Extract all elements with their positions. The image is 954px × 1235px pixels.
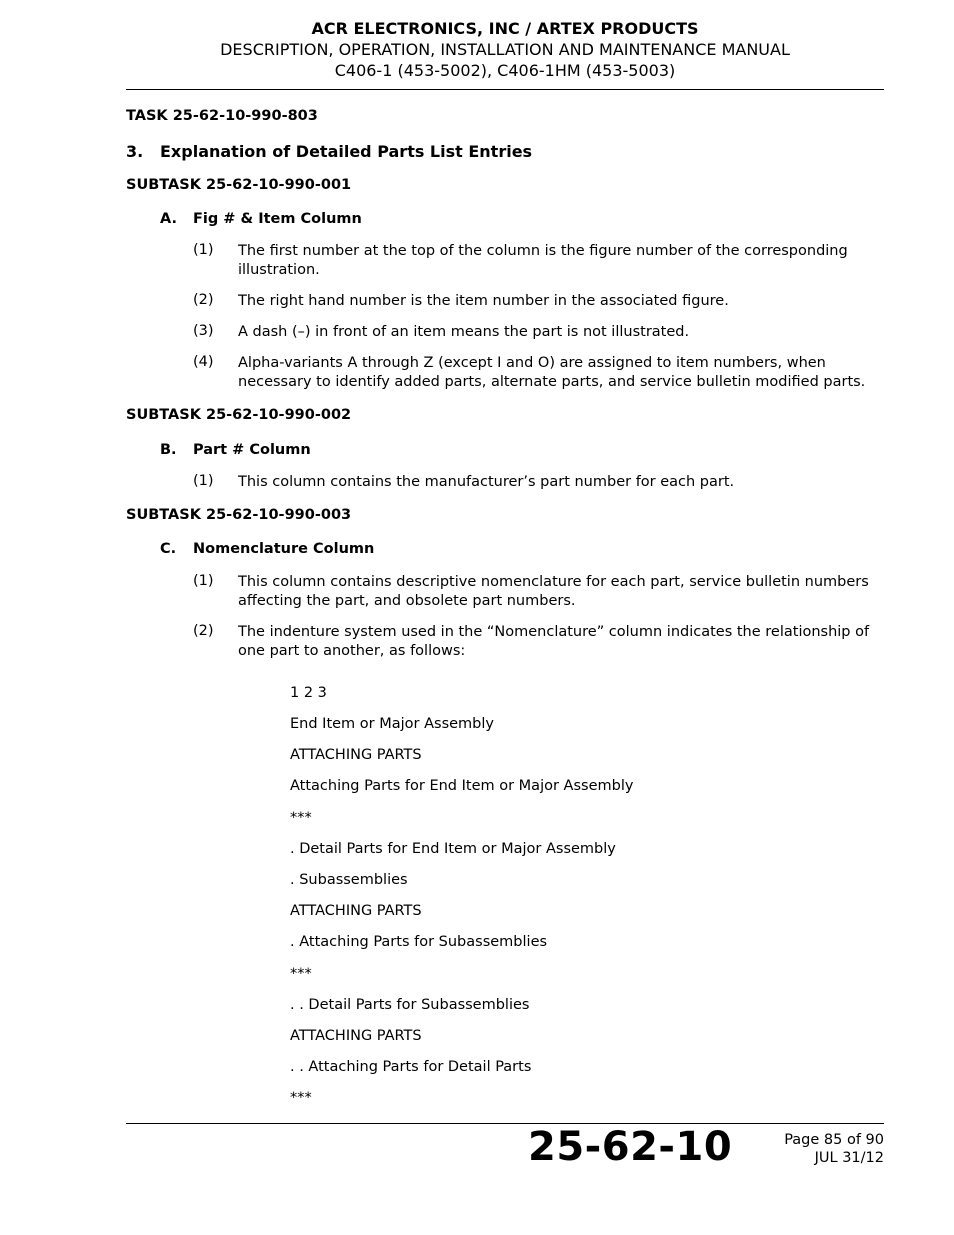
- subsection-a-title: Fig # & Item Column: [193, 211, 362, 227]
- indenture-line: ATTACHING PARTS: [290, 747, 422, 763]
- header-models: C406-1 (453-5002), C406-1HM (453-5003): [334, 61, 676, 80]
- footer-page-number: Page 85 of 90: [784, 1132, 884, 1148]
- item-number: (3): [193, 323, 214, 339]
- indenture-line: . Detail Parts for End Item or Major Assembly: [290, 841, 616, 857]
- indenture-line: ***: [290, 810, 312, 826]
- indenture-line: Attaching Parts for End Item or Major Assembly: [290, 778, 634, 794]
- indenture-line: ATTACHING PARTS: [290, 903, 422, 919]
- item-text: A dash (–) in front of an item means the part is not illustrated.: [238, 324, 690, 340]
- item-number: (1): [193, 573, 214, 589]
- header-manual-title: DESCRIPTION, OPERATION, INSTALLATION AND MAINTENANCE MANUAL: [220, 40, 790, 59]
- indenture-line: ATTACHING PARTS: [290, 1028, 422, 1044]
- indenture-line: ***: [290, 966, 312, 982]
- footer-doc-number: 25-62-10: [528, 1124, 733, 1170]
- indenture-line: 1 2 3: [290, 685, 327, 701]
- subtask-b-id: SUBTASK 25-62-10-990-002: [126, 407, 352, 423]
- item-text: The indenture system used in the “Nomenclature” column indicates the relationship of one part to another, as follows:: [238, 624, 870, 659]
- subsection-a-letter: A.: [160, 211, 177, 227]
- item-text: This column contains descriptive nomenclature for each part, service bulletin numbers affecting the part, and obsolete part numbers.: [238, 574, 869, 609]
- indenture-line: . . Detail Parts for Subassemblies: [290, 997, 530, 1013]
- subsection-c-title: Nomenclature Column: [193, 541, 375, 557]
- item-text: The right hand number is the item number in the associated figure.: [238, 293, 729, 309]
- item-number: (1): [193, 242, 214, 258]
- item-text: This column contains the manufacturer’s part number for each part.: [238, 474, 735, 490]
- subtask-c-id: SUBTASK 25-62-10-990-003: [126, 507, 352, 523]
- item-number: (2): [193, 292, 214, 308]
- item-text: Alpha-variants A through Z (except I and O) are assigned to item numbers, when necessary to identify added parts, alternate parts, and service bulletin modified parts.: [238, 355, 866, 390]
- footer-divider: [126, 1123, 884, 1124]
- indenture-line: . Attaching Parts for Subassemblies: [290, 934, 548, 950]
- item-number: (4): [193, 354, 214, 370]
- item-number: (2): [193, 623, 214, 639]
- indenture-line: . . Attaching Parts for Detail Parts: [290, 1059, 532, 1075]
- indenture-line: ***: [290, 1090, 312, 1106]
- item-number: (1): [193, 473, 214, 489]
- section-number: 3.: [126, 142, 144, 161]
- indenture-line: End Item or Major Assembly: [290, 716, 494, 732]
- task-id: TASK 25-62-10-990-803: [126, 108, 318, 124]
- header-divider: [126, 89, 884, 90]
- subsection-c-letter: C.: [160, 541, 177, 557]
- subsection-b-title: Part # Column: [193, 442, 311, 458]
- item-text: The first number at the top of the column is the figure number of the corresponding illustration.: [238, 243, 848, 278]
- subtask-a-id: SUBTASK 25-62-10-990-001: [126, 177, 352, 193]
- header-company: ACR ELECTRONICS, INC / ARTEX PRODUCTS: [311, 19, 699, 38]
- subsection-b-letter: B.: [160, 442, 177, 458]
- indenture-line: . Subassemblies: [290, 872, 408, 888]
- section-title: Explanation of Detailed Parts List Entries: [160, 142, 533, 161]
- footer-date: JUL 31/12: [814, 1150, 884, 1166]
